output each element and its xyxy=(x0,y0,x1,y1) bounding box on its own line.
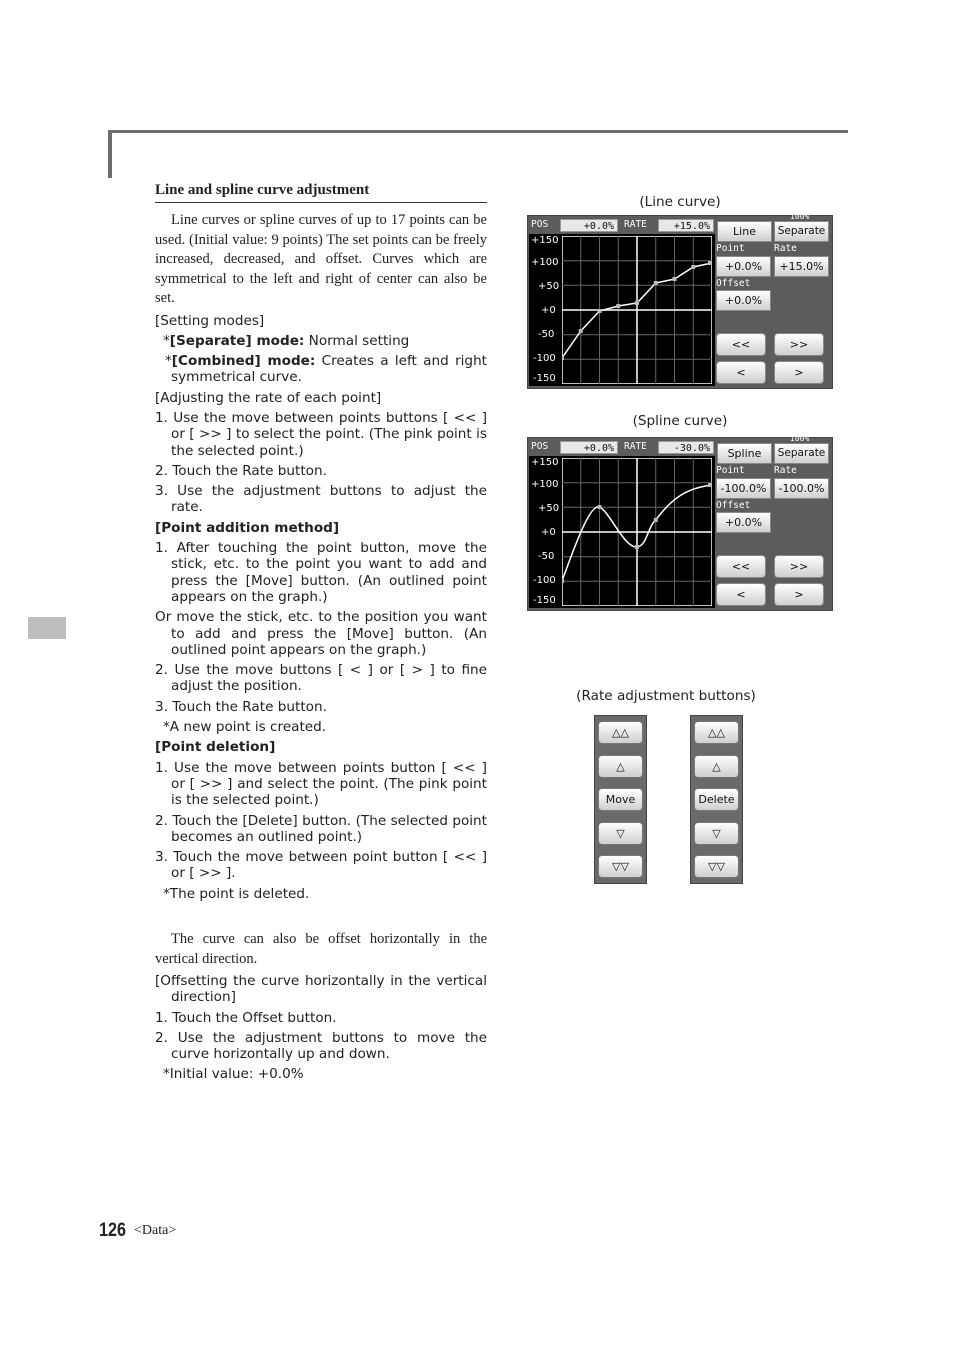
text-column xyxy=(155,182,487,1087)
addition-step-1: 1. After touching the point button, move the stick, etc. to the point you want to add and press the [Move] button. (An outlined point appears on the graph.) xyxy=(155,540,487,605)
move-button[interactable]: Move xyxy=(598,788,643,811)
move-left-button[interactable]: < xyxy=(716,361,766,384)
pos-value: +0.0% xyxy=(560,219,618,232)
section-label: <Data> xyxy=(134,1223,177,1238)
rate-down-large-button[interactable]: ▽▽ xyxy=(598,855,643,878)
deletion-heading: [Point deletion] xyxy=(155,739,276,756)
next-point-button[interactable]: >> xyxy=(774,333,824,356)
curve-type-button[interactable]: Spline xyxy=(717,443,772,464)
addition-step-3: 3. Touch the Rate button. xyxy=(155,698,327,715)
separate-button[interactable]: Separate xyxy=(774,443,829,464)
header-rule xyxy=(108,130,848,133)
y-tick: -50 xyxy=(538,329,555,340)
addition-step-2: 2. Use the move buttons [ < ] or [ > ] to fine adjust the position. xyxy=(155,662,487,695)
caption-rate-buttons: (Rate adjustment buttons) xyxy=(576,688,756,704)
deletion-step-1: 1. Use the move between points button [ << ] or [ >> ] and select the point. (The pink point is the selected point.) xyxy=(155,759,487,809)
rate-up-button[interactable]: △ xyxy=(694,755,739,778)
separate-mode-text: Normal setting xyxy=(304,332,410,349)
y-tick: +0 xyxy=(541,305,556,316)
y-tick: +150 xyxy=(531,457,559,468)
point-button[interactable]: -100.0% xyxy=(716,478,771,499)
deletion-step-3: 3. Touch the move between point button [ << ] or [ >> ]. xyxy=(155,849,487,882)
curve-type-button[interactable]: Line xyxy=(717,221,772,242)
rate-down-large-button[interactable]: ▽▽ xyxy=(694,855,739,878)
y-tick: -100 xyxy=(533,353,556,364)
addition-heading: [Point addition method] xyxy=(155,519,340,536)
y-tick: +50 xyxy=(538,503,560,514)
offset-note: *Initial value: +0.0% xyxy=(163,1066,304,1083)
pos-value: +0.0% xyxy=(560,441,618,454)
page-number: 126 xyxy=(99,1220,126,1241)
next-point-button[interactable]: >> xyxy=(774,555,824,578)
rate-up-button[interactable]: △ xyxy=(598,755,643,778)
addition-note: *A new point is created. xyxy=(163,719,327,736)
combined-mode-text: Creates a left and right symmetrical curve. xyxy=(171,353,488,386)
section-tab-marker xyxy=(28,617,66,639)
rate-up-large-button[interactable]: △△ xyxy=(598,721,643,744)
point-button[interactable]: +0.0% xyxy=(716,256,771,277)
caption-line-curve: (Line curve) xyxy=(639,194,721,210)
y-tick: +50 xyxy=(538,281,560,292)
offset-label: Offset xyxy=(716,278,751,289)
y-tick: +0 xyxy=(541,527,556,538)
adjust-step-3: 3. Use the adjustment buttons to adjust the rate. xyxy=(155,483,487,516)
y-tick: +150 xyxy=(531,235,559,246)
prev-point-button[interactable]: << xyxy=(716,333,766,356)
rate-small-label: Rate xyxy=(774,243,797,254)
section-title: Line and spline curve adjustment xyxy=(155,182,487,203)
spacer xyxy=(155,906,487,930)
setting-modes-heading: [Setting modes] xyxy=(155,312,265,329)
combined-mode-label: [Combined] mode: xyxy=(171,353,316,370)
point-label: Point xyxy=(716,243,745,254)
y-tick: +100 xyxy=(531,479,559,490)
separate-button[interactable]: Separate xyxy=(774,221,829,242)
pos-label: POS xyxy=(531,219,549,230)
line-curve-graph[interactable] xyxy=(562,236,712,384)
rate-button[interactable]: +15.0% xyxy=(774,256,829,277)
spline-curve-screen xyxy=(527,434,833,611)
y-tick: -50 xyxy=(538,551,555,562)
rate-button[interactable]: -100.0% xyxy=(774,478,829,499)
deletion-note: *The point is deleted. xyxy=(163,885,310,902)
rate-up-large-button[interactable]: △△ xyxy=(694,721,739,744)
rate-label: RATE xyxy=(624,219,647,230)
offset-heading: [Offsetting the curve horizontally in the vertical direction] xyxy=(155,973,487,1006)
move-right-button[interactable]: > xyxy=(774,361,824,384)
rate-small-label: Rate xyxy=(774,465,797,476)
header-bracket xyxy=(108,130,112,178)
rate-down-button[interactable]: ▽ xyxy=(598,822,643,845)
pos-label: POS xyxy=(531,441,549,452)
combined-mode-line: *[Combined] mode: Creates a left and right symmetrical curve. xyxy=(165,353,488,386)
addition-or: Or move the stick, etc. to the position you want to add and press the [Move] button. (An outlined point appears on the graph.) xyxy=(155,609,487,658)
offset-button[interactable]: +0.0% xyxy=(716,512,771,533)
deletion-step-2: 2. Touch the [Delete] button. (The selected point becomes an outlined point.) xyxy=(155,812,487,845)
delete-button[interactable]: Delete xyxy=(694,788,739,811)
intro-paragraph: Line curves or spline curves of up to 17 points can be used. (Initial value: 9 points) The set points can be freely increased, decreased, and offset. Curves which are symmetrical to the left and right of center can also be set. xyxy=(155,212,487,306)
offset-intro: The curve can also be offset horizontally in the vertical direction. xyxy=(155,931,487,967)
percent-label: 100% xyxy=(790,212,810,221)
prev-point-button[interactable]: << xyxy=(716,555,766,578)
line-curve-screen xyxy=(527,212,833,389)
y-tick: -150 xyxy=(533,373,556,384)
offset-label: Offset xyxy=(716,500,751,511)
caption-spline-curve: (Spline curve) xyxy=(632,413,728,429)
rate-value: -30.0% xyxy=(658,441,714,454)
rate-buttons-panel-move xyxy=(594,715,647,884)
adjust-rate-heading: [Adjusting the rate of each point] xyxy=(155,389,382,406)
rate-down-button[interactable]: ▽ xyxy=(694,822,739,845)
y-tick: -150 xyxy=(533,595,556,606)
y-tick: -100 xyxy=(533,575,556,586)
move-right-button[interactable]: > xyxy=(774,583,824,606)
adjust-step-1: 1. Use the move between points buttons [ << ] or [ >> ] to select the point. (The pink point is the selected point.) xyxy=(155,409,487,459)
rate-buttons-panel-delete xyxy=(690,715,743,884)
move-left-button[interactable]: < xyxy=(716,583,766,606)
adjust-step-2: 2. Touch the Rate button. xyxy=(155,462,327,479)
percent-label: 100% xyxy=(790,434,810,443)
offset-button[interactable]: +0.0% xyxy=(716,290,771,311)
point-label: Point xyxy=(716,465,745,476)
rate-label: RATE xyxy=(624,441,647,452)
spline-curve-graph[interactable] xyxy=(562,458,712,606)
separate-mode-label: [Separate] mode: xyxy=(169,332,305,349)
offset-step-1: 1. Touch the Offset button. xyxy=(155,1009,337,1026)
offset-step-2: 2. Use the adjustment buttons to move the curve horizontally up and down. xyxy=(155,1029,487,1063)
y-tick: +100 xyxy=(531,257,559,268)
separate-mode-line: *[Separate] mode: Normal setting xyxy=(163,332,410,349)
rate-value: +15.0% xyxy=(658,219,714,232)
